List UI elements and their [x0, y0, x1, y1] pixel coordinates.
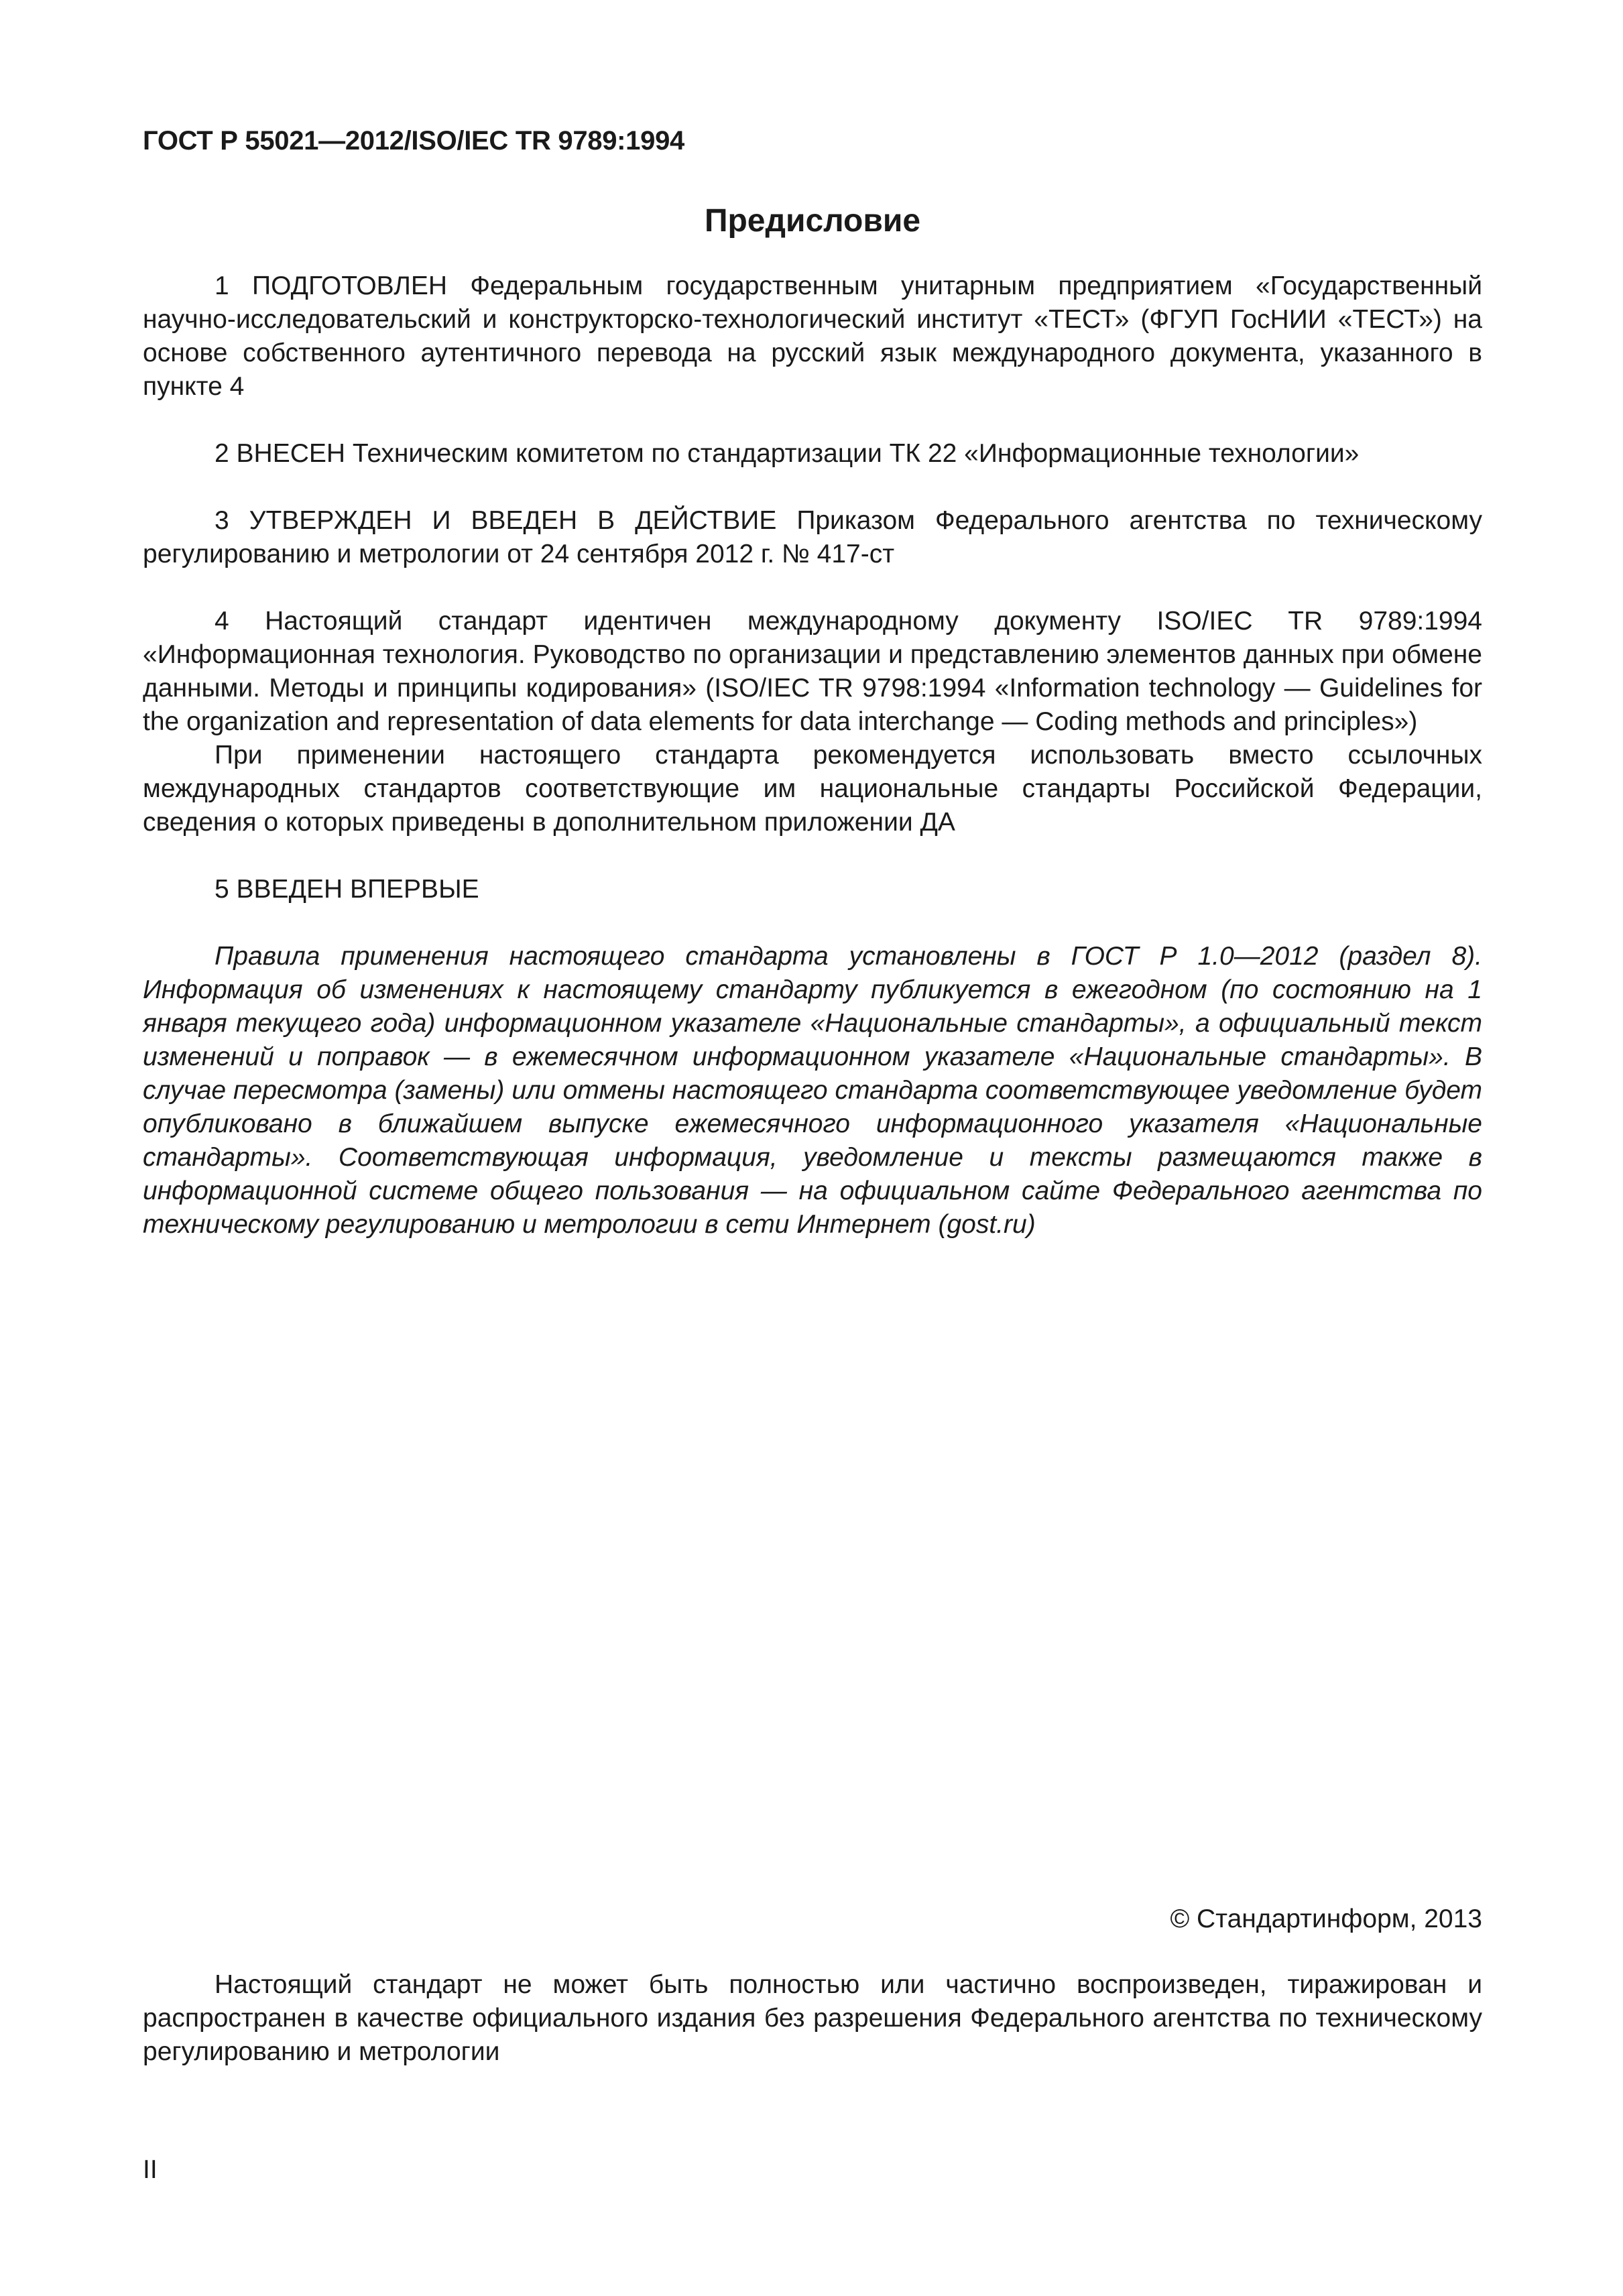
- page-number: II: [143, 2155, 158, 2184]
- paragraph-recommendation: При применении настоящего стандарта рекомендуется использовать вместо ссылочных международных стандартов соответствующие им национальные стандарты Российской Федерации, сведения о которых приведены в дополнительном приложении ДА: [143, 741, 1482, 837]
- paragraph-introduced: 5 ВВЕДЕН ВПЕРВЫЕ: [215, 875, 479, 904]
- foreword-body: [143, 269, 1482, 1242]
- paragraph-prepared: 1 ПОДГОТОВЛЕН Федеральным государственным унитарным предприятием «Государственный научно-исследовательский и конструкторско-технологический институт «ТЕСТ» (ФГУП ГосНИИ «ТЕСТ») на основе собственного аутентичного перевода на русский язык международного документа, указанного в пункте 4: [143, 271, 1482, 401]
- paragraph-identical: 4 Настоящий стандарт идентичен международному документу ISO/IEC TR 9789:1994 «Информационная технология. Руководство по организации и представлению элементов данных при обмене данными. Методы и принципы кодирования» (ISO/IEC TR 9798:1994 «Information technology — Guidelines for the organization and representation of data elements for data interchange — Coding methods and principles»): [143, 607, 1482, 736]
- paragraph-submitted: 2 ВНЕСЕН Техническим комитетом по стандартизации ТК 22 «Информационные технологии»: [215, 439, 1360, 468]
- copyright-line: © Стандартинформ, 2013: [1170, 1905, 1482, 1933]
- notice-text: Настоящий стандарт не может быть полностью или частично воспроизведен, тиражирован и распространен в качестве официального издания без разрешения Федерального агентства по техническому регулированию и метрологии: [143, 1970, 1482, 2066]
- page-title: Предисловие: [704, 203, 921, 239]
- paragraph-rules: Правила применения настоящего стандарта установлены в ГОСТ Р 1.0—2012 (раздел 8). Информация об изменениях к настоящему стандарту публикуется в ежегодном (по состоянию на 1 января текущего года) информационном указателе «Национальные стандарты», а официальный текст изменений и поправок — в ежемесячном информационном указателе «Национальные стандарты». В случае пересмотра (замены) или отмены настоящего стандарта соответствующее уведомление будет опубликовано в ближайшем выпуске ежемесячного информационного указателя «Национальные стандарты». Соответствующая информация, уведомление и тексты размещаются также в информационной системе общего пользования — на официальном сайте Федерального агентства по техническому регулированию и метрологии в сети Интернет (gost.ru): [143, 942, 1482, 1239]
- reproduction-notice: [143, 1968, 1482, 2069]
- paragraph-approved: 3 УТВЕРЖДЕН И ВВЕДЕН В ДЕЙСТВИЕ Приказом Федерального агентства по техническому регулированию и метрологии от 24 сентября 2012 г. № 417-ст: [143, 506, 1482, 568]
- document-code: ГОСТ Р 55021—2012/ISO/IEC TR 9789:1994: [143, 126, 684, 156]
